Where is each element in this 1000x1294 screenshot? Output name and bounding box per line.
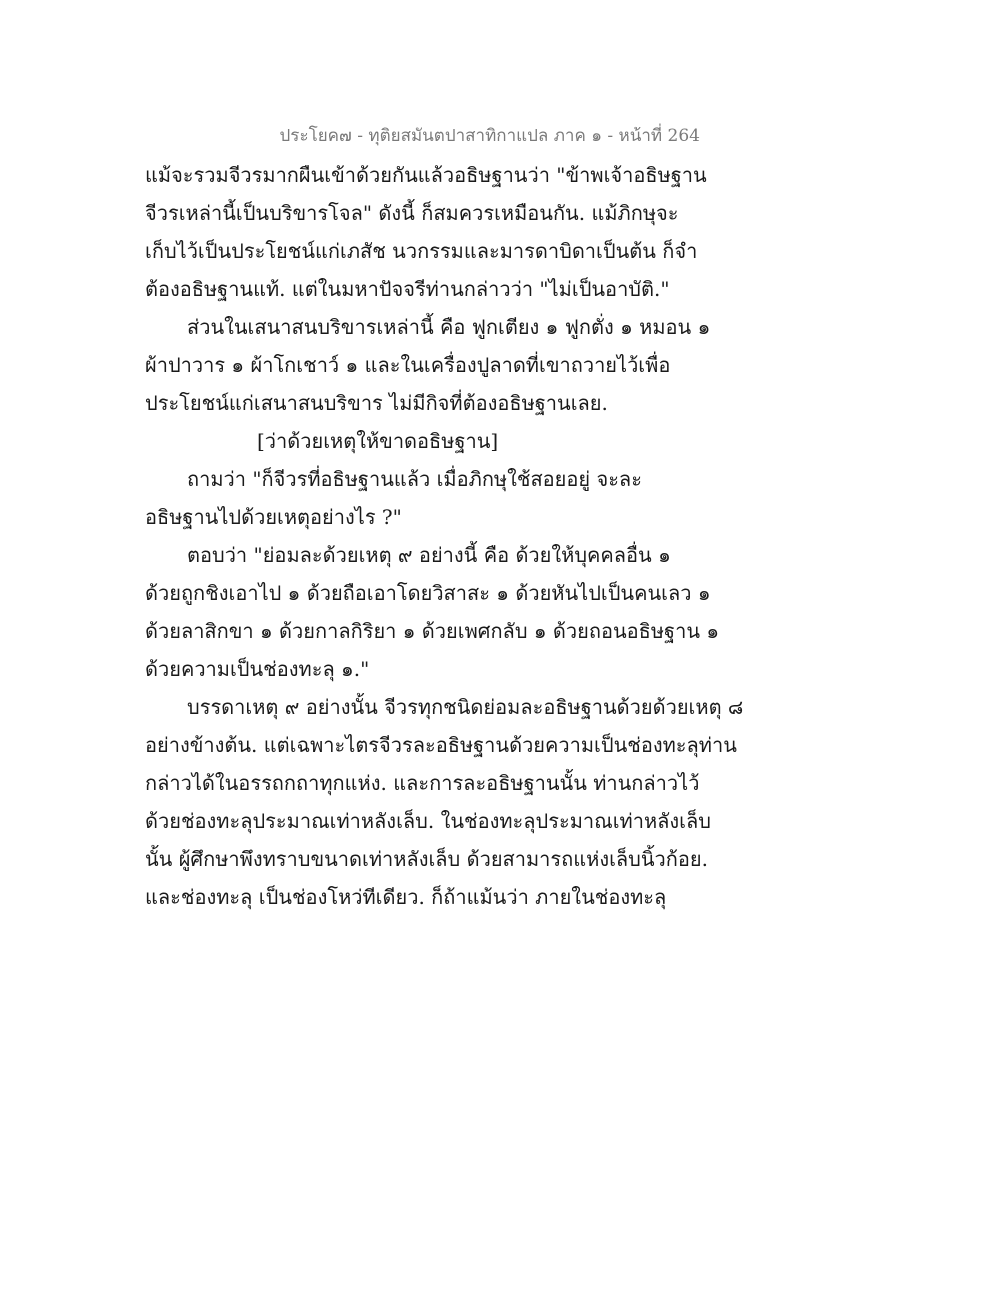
paragraph <box>145 156 725 308</box>
text-line: บรรดาเหตุ ๙ อย่างนั้น จีวรทุกชนิดย่อมละอธิษฐานด้วยด้วยเหตุ ๘ <box>187 695 744 719</box>
text-line: ถามว่า "ก็จีวรที่อธิษฐานแล้ว เมื่อภิกษุใช้สอยอยู่ จะละ <box>187 467 642 491</box>
text-line: ด้วยลาสิกขา ๑ ด้วยกาลกิริยา ๑ ด้วยเพศกลับ ๑ ด้วยถอนอธิษฐาน ๑ <box>145 619 720 643</box>
paragraph <box>145 688 744 916</box>
text-line: ส่วนในเสนาสนบริขารเหล่านี้ คือ ฟูกเตียง ๑ ฟูกตั่ง ๑ หมอน ๑ <box>187 315 711 339</box>
paragraph <box>145 536 725 688</box>
text-line: อธิษฐานไปด้วยเหตุอย่างไร ?" <box>145 505 402 529</box>
running-header: ประโยค๗ - ทุติยสมันตปาสาทิกาแปล ภาค ๑ - หน้าที่ 264 <box>279 126 700 146</box>
text-line: ผ้าปาวาร ๑ ผ้าโกเชาว์ ๑ และในเครื่องปูลาดที่เขาถวายไว้เพื่อ <box>145 353 671 377</box>
text-line: แม้จะรวมจีวรมากผืนเข้าด้วยกันแล้วอธิษฐานว่า "ข้าพเจ้าอธิษฐาน <box>145 163 707 187</box>
text-line: ด้วยถูกชิงเอาไป ๑ ด้วยถือเอาโดยวิสาสะ ๑ ด้วยหันไปเป็นคนเลว ๑ <box>145 581 711 605</box>
section-heading: [ว่าด้วยเหตุให้ขาดอธิษฐาน] <box>257 429 499 453</box>
text-line: จีวรเหล่านี้เป็นบริขารโจล" ดังนี้ ก็สมควรเหมือนกัน. แม้ภิกษุจะ <box>145 201 679 225</box>
text-line: กล่าวได้ในอรรถกถาทุกแห่ง. และการละอธิษฐานนั้น ท่านกล่าวไว้ <box>145 771 700 795</box>
paragraph <box>145 460 725 536</box>
text-line: ด้วยช่องทะลุประมาณเท่าหลังเล็บ. ในช่องทะลุประมาณเท่าหลังเล็บ <box>145 809 711 833</box>
paragraph <box>145 308 725 422</box>
text-line: อย่างข้างต้น. แต่เฉพาะไตรจีวรละอธิษฐานด้วยความเป็นช่องทะลุท่าน <box>145 733 737 757</box>
text-line: ตอบว่า "ย่อมละด้วยเหตุ ๙ อย่างนี้ คือ ด้วยให้บุคคลอื่น ๑ <box>187 543 671 567</box>
text-line: เก็บไว้เป็นประโยชน์แก่เภสัช นวกรรมและมารดาบิดาเป็นต้น ก็จำ <box>145 239 698 263</box>
text-line: และช่องทะลุ เป็นช่องโหว่ทีเดียว. ก็ถ้าแม้นว่า ภายในช่องทะลุ <box>145 885 667 909</box>
body-text <box>145 156 744 916</box>
text-line: ประโยชน์แก่เสนาสนบริขาร ไม่มีกิจที่ต้องอธิษฐานเลย. <box>145 391 608 415</box>
text-line: นั้น ผู้ศึกษาพึงทราบขนาดเท่าหลังเล็บ ด้วยสามารถแห่งเล็บนิ้วก้อย. <box>145 847 708 871</box>
text-line: ต้องอธิษฐานแท้. แต่ในมหาปัจจรีท่านกล่าวว่า "ไม่เป็นอาบัติ." <box>145 277 670 301</box>
text-line: ด้วยความเป็นช่องทะลุ ๑." <box>145 657 370 681</box>
